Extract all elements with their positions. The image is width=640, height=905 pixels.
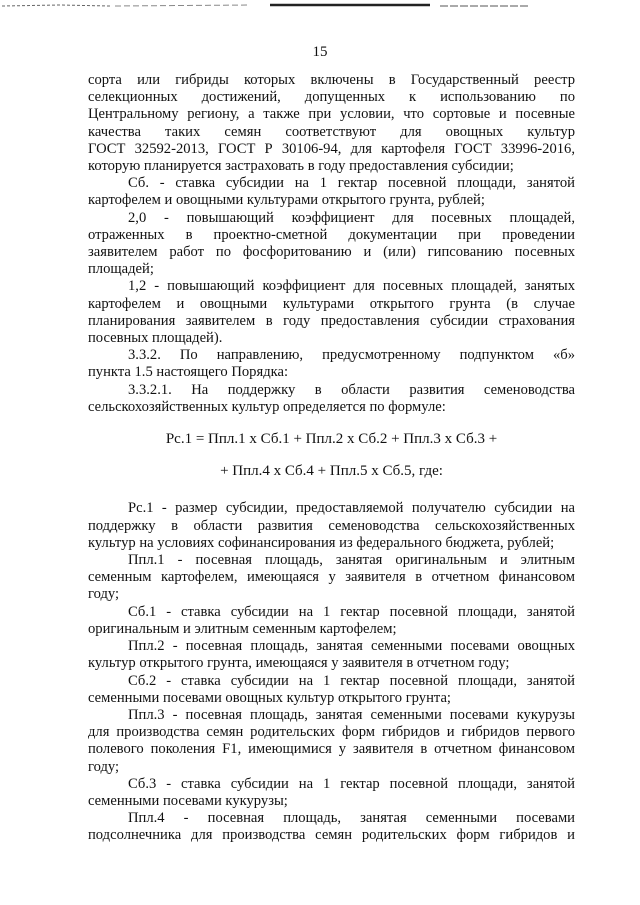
text-line: картофелем и овощными культурами открытого грунта, рублей;: [88, 192, 485, 209]
text-line: году;: [88, 586, 120, 603]
text-line: картофелем и овощными культурами открытого грунта (в случае: [88, 295, 575, 312]
text-line: посевных площадей).: [88, 330, 223, 347]
text-line: полевого поколения F1, имеющимися у заявителя в отчетном финансовом: [88, 741, 575, 758]
text-line: Ппл.1 - посевная площадь, занятая оригинальным и элитным: [128, 552, 575, 569]
text-line: культур открытого грунта, имеющаяся у заявителя в отчетном году;: [88, 655, 510, 672]
text-line: 2,0 - повышающий коэффициент для посевных площадей,: [128, 209, 575, 226]
text-line: подсолнечника для производства семян родительских форм гибридов и: [88, 827, 575, 844]
page-number: 15: [312, 44, 328, 60]
text-line: семенными посевами овощных культур открытого грунта;: [88, 689, 451, 706]
text-line: 1,2 - повышающий коэффициент для посевных площадей, занятых: [128, 278, 575, 295]
formula-line-1: Рс.1 = Ппл.1 х Сб.1 + Ппл.2 х Сб.2 + Ппл.3 х Сб.3 +: [165, 431, 498, 448]
text-line: Ппл.2 - посевная площадь, занятая семенными посевами овощных: [128, 638, 575, 655]
text-line: качества таких семян соответствуют для овощных культур: [88, 123, 575, 140]
text-line: культур на условиях софинансирования из федерального бюджета, рублей;: [88, 534, 555, 551]
text-line: оригинальным и элитным семенным картофелем;: [88, 620, 397, 637]
paragraph-block-1: [88, 72, 575, 416]
text-line: для производства семян родительских форм гибридов и гибридов первого: [88, 724, 575, 741]
text-line: Ппл.4 - посевная площадь, занятая семенными посевами: [128, 810, 575, 827]
text-line: 3.3.2. По направлению, предусмотренному подпунктом «б»: [128, 347, 575, 364]
document-body: [88, 72, 575, 845]
text-line: семенными посевами кукурузы;: [88, 792, 288, 809]
text-line: поддержку в области развития семеноводства сельскохозяйственных: [88, 517, 575, 534]
text-line: Сб.2 - ставка субсидии на 1 гектар посевной площади, занятой: [128, 672, 575, 689]
text-line: площадей;: [88, 261, 154, 278]
text-line: семенным картофелем, имеющаяся у заявителя в отчетном финансовом: [88, 569, 575, 586]
text-line: ГОСТ 32592-2013, ГОСТ Р 30106-94, для картофеля ГОСТ 33996-2016,: [88, 140, 575, 157]
text-line: которую планируется застраховать в году предоставления субсидии;: [88, 158, 514, 175]
text-line: году;: [88, 758, 120, 775]
text-line: 3.3.2.1. На поддержку в области развития семеноводства: [128, 381, 575, 398]
text-line: Сб. - ставка субсидии на 1 гектар посевной площади, занятой: [128, 175, 575, 192]
text-line: Сб.1 - ставка субсидии на 1 гектар посевной площади, занятой: [128, 603, 575, 620]
text-line: селекционных достижений, допущенных к использованию по: [88, 89, 575, 106]
text-line: пункта 1.5 настоящего Порядка:: [88, 364, 289, 381]
text-line: Ппл.3 - посевная площадь, занятая семенными посевами кукурузы: [128, 706, 575, 723]
text-line: отраженных в проектно-сметной документации при проведении: [88, 226, 575, 243]
formula-line-2: + Ппл.4 х Сб.4 + Ппл.5 х Сб.5, где:: [220, 463, 443, 480]
paragraph-block-2: [88, 500, 575, 844]
text-line: сорта или гибриды которых включены в Государственный реестр: [88, 72, 575, 88]
text-line: планирования заявителем в году предоставления субсидии страхования: [88, 312, 575, 329]
text-line: Центральному региону, а также при условии, что сортовые и посевные: [88, 106, 575, 123]
text-line: Сб.3 - ставка субсидии на 1 гектар посевной площади, занятой: [128, 775, 575, 792]
text-line: Рс.1 - размер субсидии, предоставляемой получателю субсидии на: [128, 500, 575, 517]
text-line: сельскохозяйственных культур определяется по формуле:: [88, 398, 446, 415]
text-line: заявителем работ по фосфоритованию и (или) гипсованию посевных: [88, 244, 575, 261]
scan-edge-artifact: [0, 0, 640, 12]
